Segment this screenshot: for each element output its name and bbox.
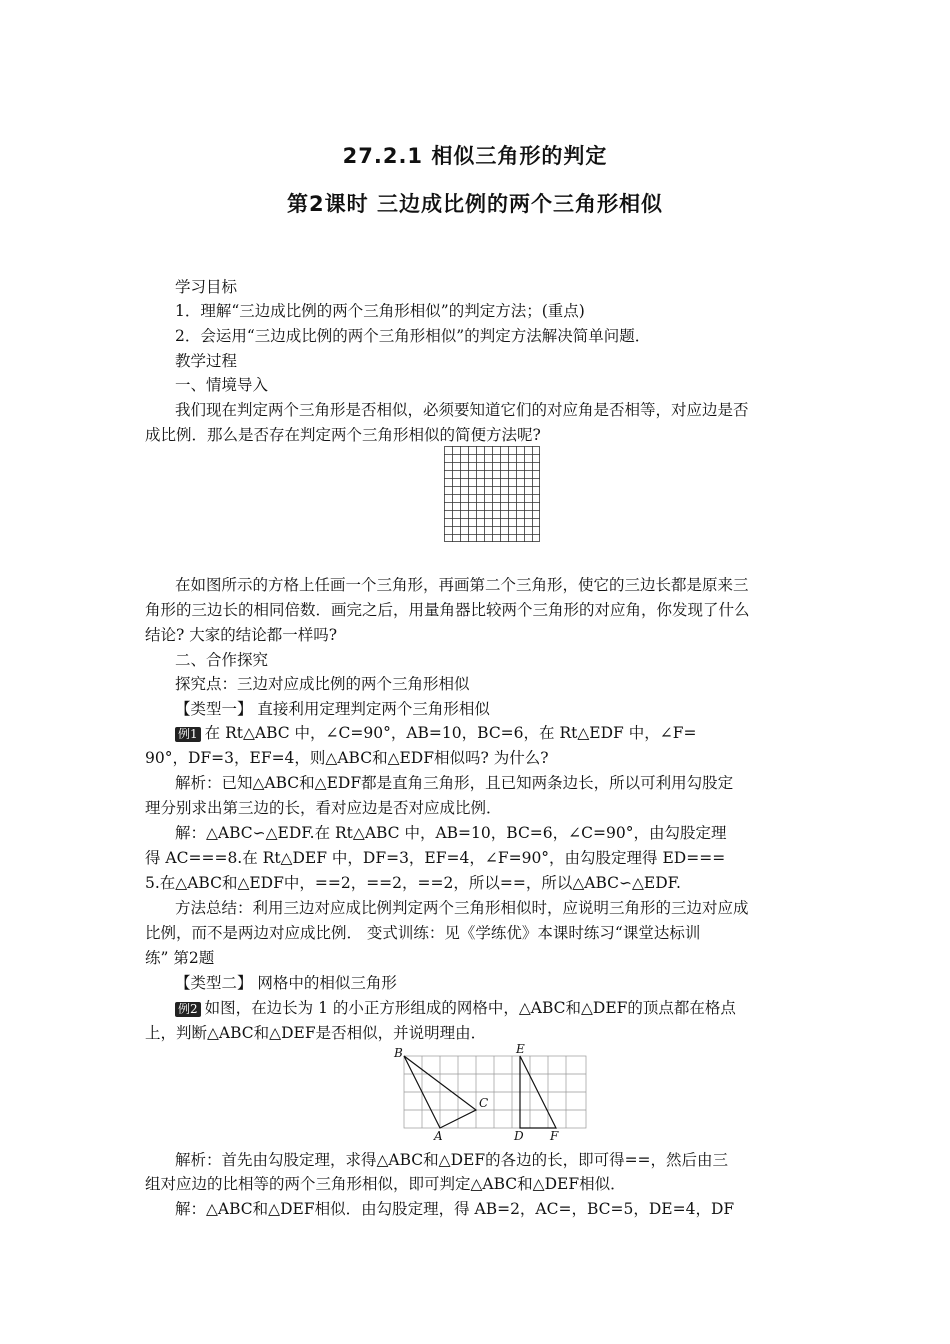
objective-1: 1．理解“三边成比例的两个三角形相似”的判定方法；(重点) <box>175 302 585 320</box>
analysis-line: 解析：已知△ABC和△EDF都是直角三角形，且已知两条边长，所以可利用勾股定 <box>175 774 734 792</box>
analysis-line: 解析：首先由勾股定理，求得△ABC和△DEF的各边的长，即可得==，然后由三 <box>175 1151 729 1169</box>
type-heading: 【类型二】 网格中的相似三角形 <box>175 974 397 992</box>
objective-2: 2．会运用“三边成比例的两个三角形相似”的判定方法解决简单问题． <box>175 327 651 345</box>
section-heading: 教学过程 <box>175 352 238 370</box>
paragraph-line: 我们现在判定两个三角形是否相似，必须要知道它们的对应角是否相等，对应边是否 <box>175 401 749 419</box>
paragraph-line: 理分别求出第三边的长，看对应边是否对应成比例． <box>145 799 502 817</box>
vertex-label-f: F <box>550 1129 559 1143</box>
solution-line: 解：△ABC∽△EDF.在 Rt△ABC 中，AB=10，BC=6，∠C=90°，由勾股定理 <box>175 824 727 842</box>
paragraph-line: 比例，而不是两边对应成比例． 变式训练：见《学练优》本课时练习“课堂达标训 <box>145 924 701 942</box>
paragraph-line: 结论? 大家的结论都一样吗? <box>145 626 338 644</box>
exploration-point: 探究点：三边对应成比例的两个三角形相似 <box>175 675 470 693</box>
paragraph-line: 成比例．那么是否存在判定两个三角形相似的简便方法呢? <box>145 426 541 444</box>
paragraph-line: 得 AC===8.在 Rt△DEF 中，DF=3，EF=4，∠F=90°，由勾股定理得 ED=== <box>145 849 726 867</box>
example-badge: 例1 <box>175 727 201 742</box>
paragraph-line: 练” 第2题 <box>145 949 215 967</box>
page-title: 27.2.1 相似三角形的判定 <box>342 144 608 168</box>
solution-line: 解：△ABC和△DEF相似．由勾股定理，得 AB=2，AC=，BC=5，DE=4，DF <box>175 1200 735 1218</box>
type-heading: 【类型一】 直接利用定理判定两个三角形相似 <box>175 700 490 718</box>
example-badge: 例2 <box>175 1002 201 1017</box>
section-heading: 一、情境导入 <box>175 376 269 394</box>
method-summary-line: 方法总结：利用三边对应成比例判定两个三角形相似时，应说明三角形的三边对应成 <box>175 899 749 917</box>
example-2-line: 例2 如图，在边长为 1 的小正方形组成的网格中，△ABC和△DEF的顶点都在格点 <box>175 996 810 1020</box>
vertex-label-e: E <box>516 1043 525 1056</box>
vertex-label-a: A <box>434 1129 443 1143</box>
vertex-label-d: D <box>514 1129 524 1143</box>
paragraph-line: 角形的三边长的相同倍数．画完之后，用量角器比较两个三角形的对应角，你发现了什么 <box>145 601 750 619</box>
paragraph-line: 5.在△ABC和△EDF中，==2，==2，==2，所以==，所以△ABC∽△EDF. <box>145 874 681 892</box>
grid-triangle-figure <box>390 1043 595 1143</box>
paragraph-line: 组对应边的比相等的两个三角形相似，即可判定△ABC和△DEF相似． <box>145 1175 626 1193</box>
page-subtitle: 第2课时 三边成比例的两个三角形相似 <box>287 192 663 216</box>
grid-figure <box>444 446 540 542</box>
section-heading: 学习目标 <box>175 278 238 296</box>
section-heading: 二、合作探究 <box>175 651 269 669</box>
paragraph-line: 上，判断△ABC和△DEF是否相似，并说明理由． <box>145 1024 487 1042</box>
paragraph-line: 90°，DF=3，EF=4，则△ABC和△EDF相似吗? 为什么? <box>145 749 549 767</box>
vertex-label-c: C <box>479 1096 489 1110</box>
vertex-label-b: B <box>394 1046 403 1060</box>
example-1-line: 例1 在 Rt△ABC 中，∠C=90°，AB=10，BC=6，在 Rt△EDF 中，∠F= <box>175 721 810 745</box>
paragraph-line: 在如图所示的方格上任画一个三角形，再画第二个三角形，使它的三边长都是原来三 <box>175 576 749 594</box>
